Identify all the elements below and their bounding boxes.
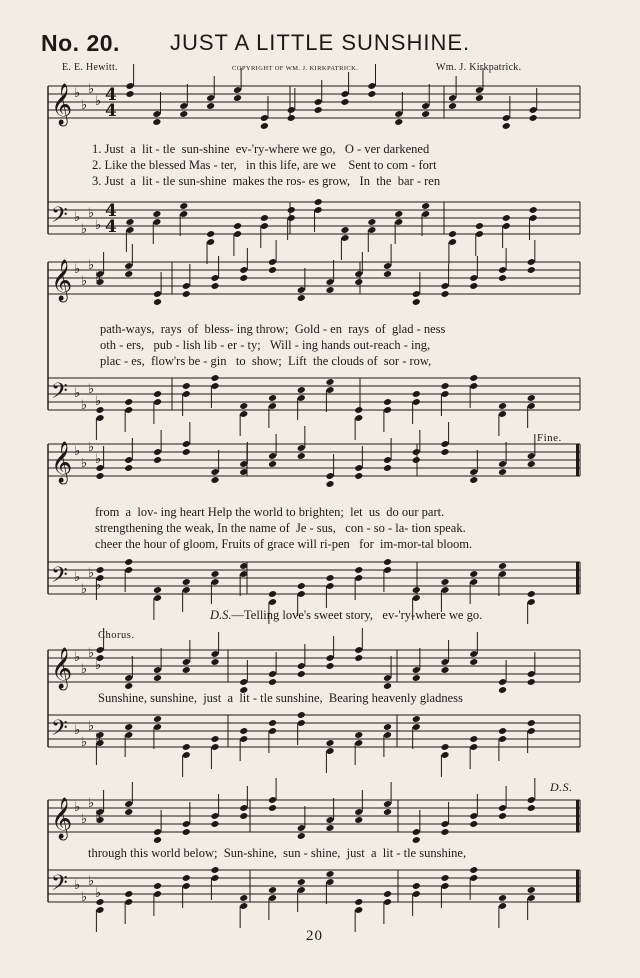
- clefs-and-signatures: [51, 82, 579, 905]
- svg-text:𝄢: 𝄢: [51, 563, 68, 593]
- svg-text:♭: ♭: [95, 658, 102, 673]
- ds-text: —Telling love's sweet story, ev-'ry-where we go.: [231, 608, 483, 622]
- svg-text:𝄢: 𝄢: [51, 203, 68, 233]
- svg-text:♭: ♭: [81, 662, 88, 677]
- system-1-verse-3: 3. Just a lit - tle sun-shine makes the ros- es grow, In the bar - ren: [92, 174, 441, 188]
- system-3-verse-3: cheer the hour of gloom, Fruits of grace will ri-pen for im-mor-tal bloom.: [95, 537, 473, 551]
- composer-credit: Wm. J. Kirkpatrick.: [436, 62, 522, 73]
- svg-text:♭: ♭: [95, 731, 102, 746]
- svg-text:♭: ♭: [95, 218, 102, 233]
- system-3-verse-2: strengthening the weak, In the name of Je - sus, con - so - la- tion speak.: [95, 521, 466, 535]
- staff-lines: [48, 86, 580, 902]
- system-2-verse-3: plac - es, flow'rs be - gin to show; Lift the clouds of sor - row,: [100, 354, 432, 368]
- svg-text:♭: ♭: [81, 398, 88, 413]
- svg-text:♭: ♭: [88, 646, 95, 661]
- svg-text:♭: ♭: [74, 444, 81, 459]
- svg-text:♭: ♭: [81, 582, 88, 597]
- hymn-title: JUST A LITTLE SUNSHINE.: [170, 30, 471, 55]
- svg-text:♭: ♭: [81, 812, 88, 827]
- svg-text:♭: ♭: [74, 262, 81, 277]
- svg-text:𝄞: 𝄞: [51, 84, 73, 125]
- svg-text:♭: ♭: [95, 270, 102, 285]
- svg-text:4: 4: [105, 217, 117, 237]
- svg-text:𝄞: 𝄞: [51, 648, 73, 689]
- svg-text:♭: ♭: [81, 274, 88, 289]
- svg-text:♭: ♭: [95, 452, 102, 467]
- svg-text:♭: ♭: [81, 735, 88, 750]
- svg-text:♭: ♭: [95, 394, 102, 409]
- lyricist-credit: E. E. Hewitt.: [62, 62, 118, 73]
- svg-text:♭: ♭: [81, 98, 88, 113]
- svg-text:♭: ♭: [88, 82, 95, 97]
- svg-text:♭: ♭: [88, 206, 95, 221]
- svg-text:♭: ♭: [81, 890, 88, 905]
- svg-text:♭: ♭: [95, 808, 102, 823]
- ds-refrain-line: [210, 608, 482, 623]
- system-1-verse-1: 1. Just a lit - tle sun-shine ev-'ry-where we go, O - ver darkened: [92, 142, 430, 156]
- svg-text:4: 4: [105, 101, 117, 121]
- chorus-line-2: through this world below; Sun-shine, sun - shine, just a lit - tle sunshine,: [88, 846, 467, 860]
- svg-text:♭: ♭: [74, 723, 81, 738]
- note-heads: [95, 64, 537, 932]
- svg-text:♭: ♭: [88, 874, 95, 889]
- svg-text:𝄢: 𝄢: [51, 871, 68, 901]
- copyright-notice: COPYRIGHT OF WM. J. KIRKPATRICK.: [232, 65, 359, 72]
- svg-text:♭: ♭: [88, 566, 95, 581]
- system-3-verse-1: from a lov- ing heart Help the world to brighten; let us do our part.: [95, 505, 445, 519]
- svg-text:♭: ♭: [95, 886, 102, 901]
- chorus-line-1: Sunshine, sunshine, just a lit - tle sunshine, Bearing heavenly gladness: [98, 691, 463, 705]
- svg-text:♭: ♭: [88, 382, 95, 397]
- hymn-number: No. 20.: [41, 30, 120, 56]
- svg-text:4: 4: [105, 201, 117, 221]
- svg-text:♭: ♭: [88, 440, 95, 455]
- system-2-verse-2: oth - ers, pub - lish lib - er - ty; Will - ing hands out-reach - ing,: [100, 338, 431, 352]
- svg-text:𝄢: 𝄢: [51, 379, 68, 409]
- svg-text:𝄞: 𝄞: [51, 260, 73, 301]
- page-number: 20: [306, 928, 323, 944]
- svg-text:4: 4: [105, 85, 117, 105]
- svg-text:♭: ♭: [81, 222, 88, 237]
- svg-text:♭: ♭: [74, 86, 81, 101]
- ds-mark: D.S.: [550, 780, 573, 794]
- svg-text:𝄢: 𝄢: [51, 716, 68, 746]
- svg-text:♭: ♭: [74, 570, 81, 585]
- svg-text:𝄞: 𝄞: [51, 798, 73, 839]
- chorus-marker: Chorus.: [98, 630, 135, 641]
- ds-label: D.S.: [210, 608, 232, 622]
- svg-text:♭: ♭: [74, 386, 81, 401]
- svg-text:♭: ♭: [88, 258, 95, 273]
- svg-text:♭: ♭: [74, 800, 81, 815]
- system-2-verse-1: path-ways, rays of bless- ing throw; Gold - en rays of glad - ness: [100, 322, 446, 336]
- svg-text:♭: ♭: [74, 878, 81, 893]
- system-1-verse-2: 2. Like the blessed Mas - ter, in this life, are we Sent to com - fort: [92, 158, 437, 172]
- svg-text:♭: ♭: [88, 719, 95, 734]
- svg-text:♭: ♭: [74, 210, 81, 225]
- svg-text:♭: ♭: [95, 578, 102, 593]
- svg-text:♭: ♭: [74, 650, 81, 665]
- fine-marker: Fine.: [537, 432, 562, 444]
- svg-text:♭: ♭: [81, 456, 88, 471]
- svg-text:♭: ♭: [95, 94, 102, 109]
- svg-text:♭: ♭: [88, 796, 95, 811]
- svg-text:𝄞: 𝄞: [51, 442, 73, 483]
